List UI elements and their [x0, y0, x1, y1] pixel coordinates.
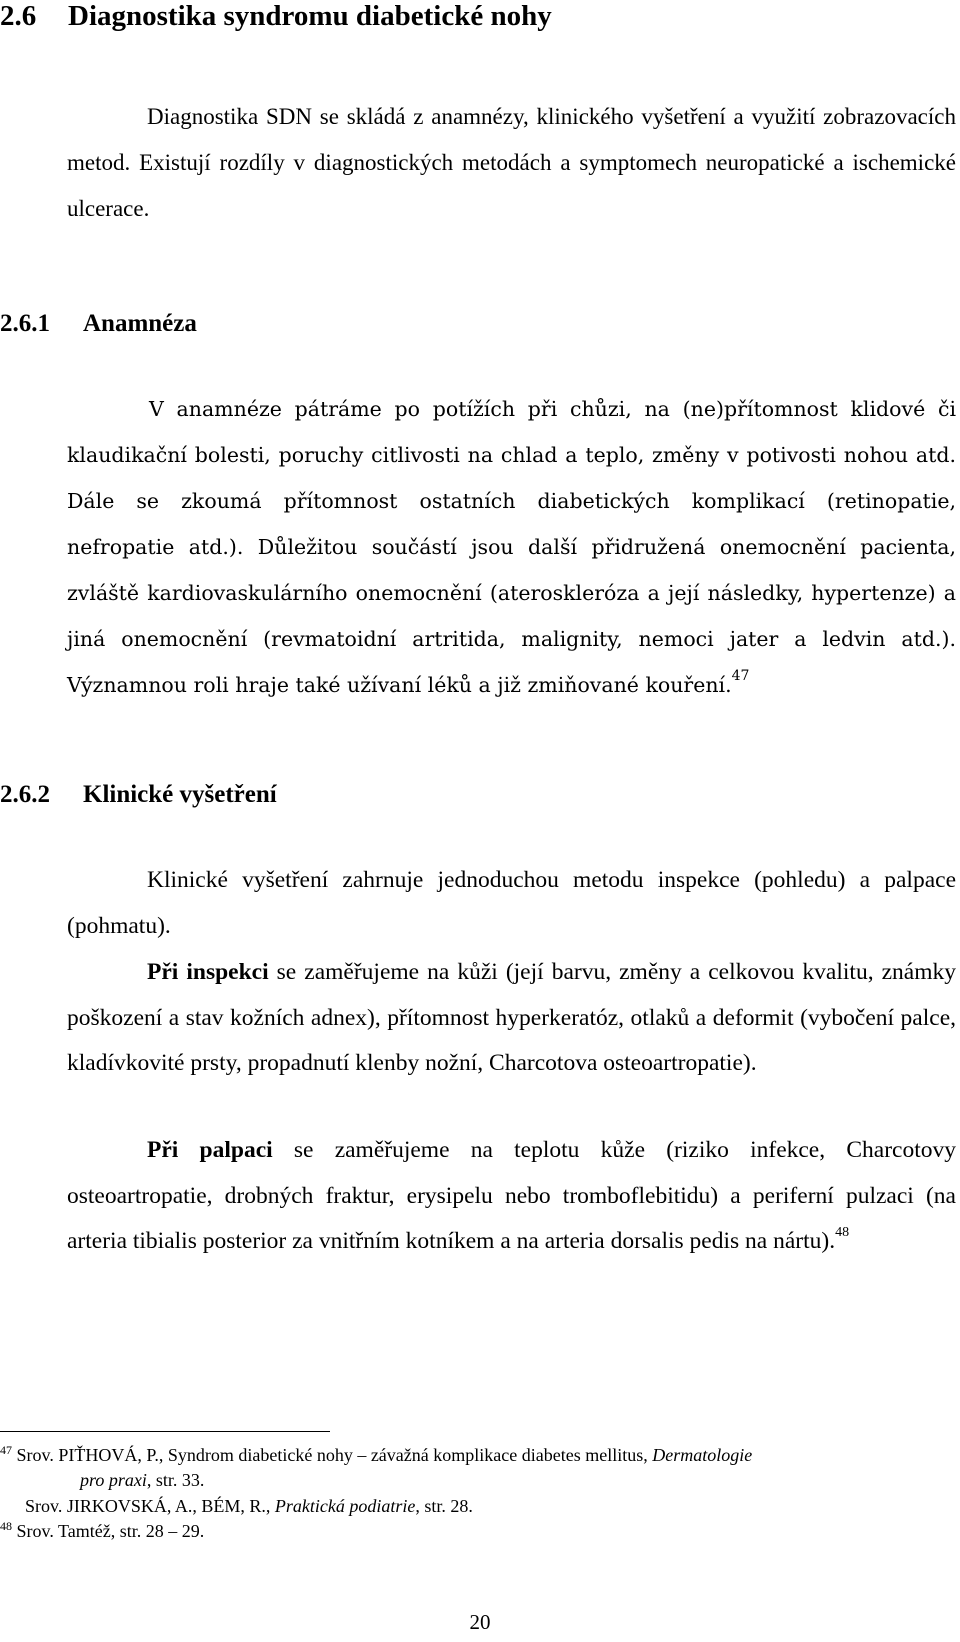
footnote-48 [0, 1519, 204, 1546]
footnote-47 [0, 1443, 752, 1470]
footnote-47-second-source [25, 1494, 473, 1519]
footnote-text: Srov. JIRKOVSKÁ, A., BÉM, R., [25, 1496, 275, 1516]
footnote-text: , str. 33. [146, 1470, 205, 1490]
section-heading [0, 0, 552, 32]
section-intro-paragraph: Diagnostika SDN se skládá z anamnézy, klinického vyšetření a využití zobrazovacích metod. Existují rozdíly v diagnostických metodách a symptomech neuropatické a ischemické ulcerace. [67, 104, 956, 221]
footnote-divider [0, 1431, 330, 1432]
klinicke-intro-paragraph: Klinické vyšetření zahrnuje jednoduchou metodu inspekce (pohledu) a palpace (pohmatu). [67, 867, 956, 939]
subsection-heading-anamneza [0, 309, 197, 339]
footnote-ref-48: 48 [835, 1225, 850, 1241]
footnote-journal: Dermatologie [652, 1445, 753, 1465]
footnote-47-continued [80, 1468, 204, 1493]
subsection-title: Klinické vyšetření [83, 781, 277, 808]
palpace-lead: Při palpaci [147, 1137, 273, 1163]
anamneza-paragraph [67, 386, 956, 708]
footnote-mark: 48 [0, 1519, 12, 1533]
footnote-ref-47: 47 [731, 668, 750, 684]
subsection-number: 2.6.1 [0, 310, 50, 337]
inspekce-paragraph [67, 950, 956, 1087]
page-number: 20 [469, 1610, 491, 1634]
section-title: Diagnostika syndromu diabetické nohy [68, 0, 552, 32]
subsection-title: Anamnéza [83, 310, 197, 337]
inspekce-text: se zaměřujeme na kůži (její barvu, změny a celkovou kvalitu, známky poškození a stav kožních adnex), přítomnost hyperkeratóz, otlaků a deformit (vybočení palce, kladívkovité prsty, propadnutí klenby nožní, Charcotova osteoartropatie). [67, 959, 956, 1077]
footnote-mark: 47 [0, 1443, 12, 1457]
footnote-text: Srov. Tamtéž, str. 28 – 29. [12, 1521, 205, 1541]
palpace-text: se zaměřujeme na teplotu kůže (riziko infekce, Charcotovy osteoartropatie, drobných fraktur, erysipelu nebo tromboflebitidu) a periferní pulzaci (na arteria tibialis posterior za vnitřním kotníkem a na arteria dorsalis pedis na nártu). [67, 1137, 956, 1255]
footnote-text: , str. 28. [415, 1496, 473, 1516]
inspekce-lead: Při inspekci [147, 959, 269, 985]
footnote-text: Srov. PIŤHOVÁ, P., Syndrom diabetické nohy – závažná komplikace diabetes mellitus, [12, 1445, 653, 1465]
palpace-paragraph [67, 1128, 956, 1265]
anamneza-text: V anamnéze pátráme po potížích při chůzi, na (ne)přítomnost klidové či klaudikační bolesti, poruchy citlivosti na chlad a teplo, změny v potivosti nohou atd. Dále se zkoumá přítomnost ostatních diabetických komplikací (retinopatie, nefropatie atd.). Důležitou součástí jsou další přidružená onemocnění pacienta, zvláště kardiovaskulárního onemocnění (ateroskleróza a její následky, hypertenze) a jiná onemocnění (revmatoidní artritida, malignity, nemoci jater a ledvin atd.). Významnou roli hraje také užívaní léků a již zmiňované kouření. [67, 397, 956, 697]
subsection-heading-klinicke [0, 780, 277, 810]
footnote-journal: pro praxi [80, 1470, 147, 1490]
section-number: 2.6 [0, 0, 37, 32]
footnote-book-title: Praktická podiatrie [274, 1496, 416, 1516]
subsection-number: 2.6.2 [0, 781, 50, 808]
